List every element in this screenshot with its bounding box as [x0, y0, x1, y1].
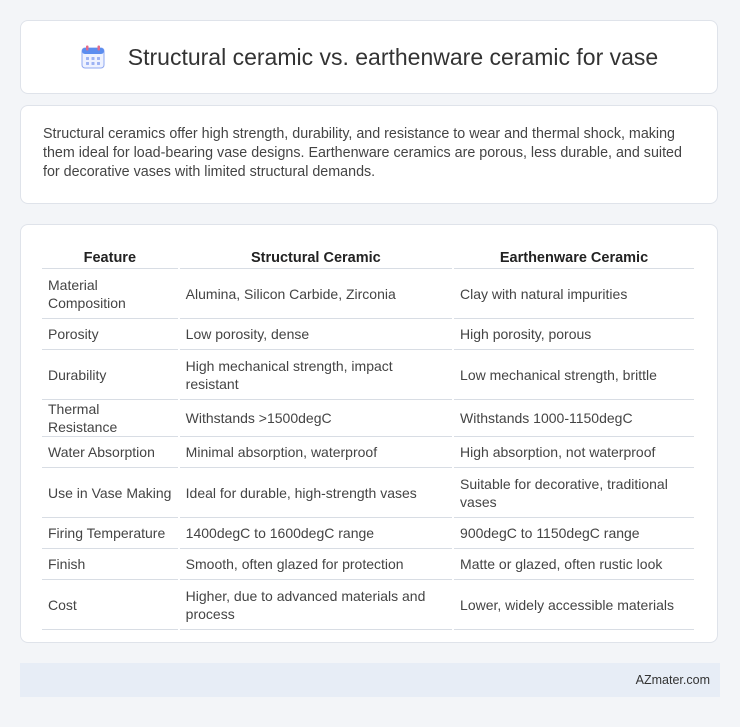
- cell-structural: Withstands >1500degC: [180, 400, 452, 437]
- comparison-table-card: [20, 224, 718, 643]
- cell-structural: High mechanical strength, impact resistant: [180, 350, 452, 400]
- cell-earthenware: Clay with natural impurities: [454, 269, 694, 319]
- cell-structural: Low porosity, dense: [180, 319, 452, 350]
- cell-feature: Finish: [42, 549, 178, 580]
- cell-structural: Alumina, Silicon Carbide, Zirconia: [180, 269, 452, 319]
- table-row: [42, 518, 694, 549]
- cell-feature: Firing Temperature: [42, 518, 178, 549]
- calendar-icon: [80, 44, 106, 70]
- header-structural: Structural Ceramic: [180, 245, 452, 269]
- cell-earthenware: Matte or glazed, often rustic look: [454, 549, 694, 580]
- cell-structural: Minimal absorption, waterproof: [180, 437, 452, 468]
- summary-card: [20, 105, 718, 204]
- cell-earthenware: Low mechanical strength, brittle: [454, 350, 694, 400]
- cell-structural: 1400degC to 1600degC range: [180, 518, 452, 549]
- table-row: [42, 319, 694, 350]
- cell-feature: Use in Vase Making: [42, 468, 178, 518]
- cell-earthenware: High absorption, not waterproof: [454, 437, 694, 468]
- cell-feature: Cost: [42, 580, 178, 630]
- table-row: [42, 549, 694, 580]
- cell-feature: Thermal Resistance: [42, 400, 178, 437]
- footer: [20, 663, 720, 697]
- cell-feature: Water Absorption: [42, 437, 178, 468]
- table-row: [42, 269, 694, 319]
- table-row: [42, 437, 694, 468]
- cell-feature: Material Composition: [42, 269, 178, 319]
- table-row: [42, 400, 694, 437]
- cell-earthenware: Lower, widely accessible materials: [454, 580, 694, 630]
- cell-earthenware: Suitable for decorative, traditional vases: [454, 468, 694, 518]
- table-header-row: [42, 245, 694, 269]
- summary-text: Structural ceramics offer high strength, durability, and resistance to wear and thermal shock, making them ideal for load-bearing vase designs. Earthenware ceramics are porous, less durable, and suited for decorative vases with limited structural demands.: [43, 126, 682, 180]
- comparison-table: [40, 245, 696, 630]
- cell-structural: Smooth, often glazed for protection: [180, 549, 452, 580]
- cell-structural: Higher, due to advanced materials and process: [180, 580, 452, 630]
- title-card: [20, 20, 718, 94]
- page-title: Structural ceramic vs. earthenware ceramic for vase: [127, 43, 659, 70]
- table-row: [42, 580, 694, 630]
- table-row: [42, 350, 694, 400]
- footer-brand[interactable]: AZmater.com: [635, 673, 710, 687]
- table-row: [42, 468, 694, 518]
- header-feature: Feature: [42, 245, 178, 269]
- cell-feature: Durability: [42, 350, 178, 400]
- cell-earthenware: 900degC to 1150degC range: [454, 518, 694, 549]
- cell-earthenware: Withstands 1000-1150degC: [454, 400, 694, 437]
- cell-feature: Porosity: [42, 319, 178, 350]
- header-earthenware: Earthenware Ceramic: [454, 245, 694, 269]
- cell-earthenware: High porosity, porous: [454, 319, 694, 350]
- cell-structural: Ideal for durable, high-strength vases: [180, 468, 452, 518]
